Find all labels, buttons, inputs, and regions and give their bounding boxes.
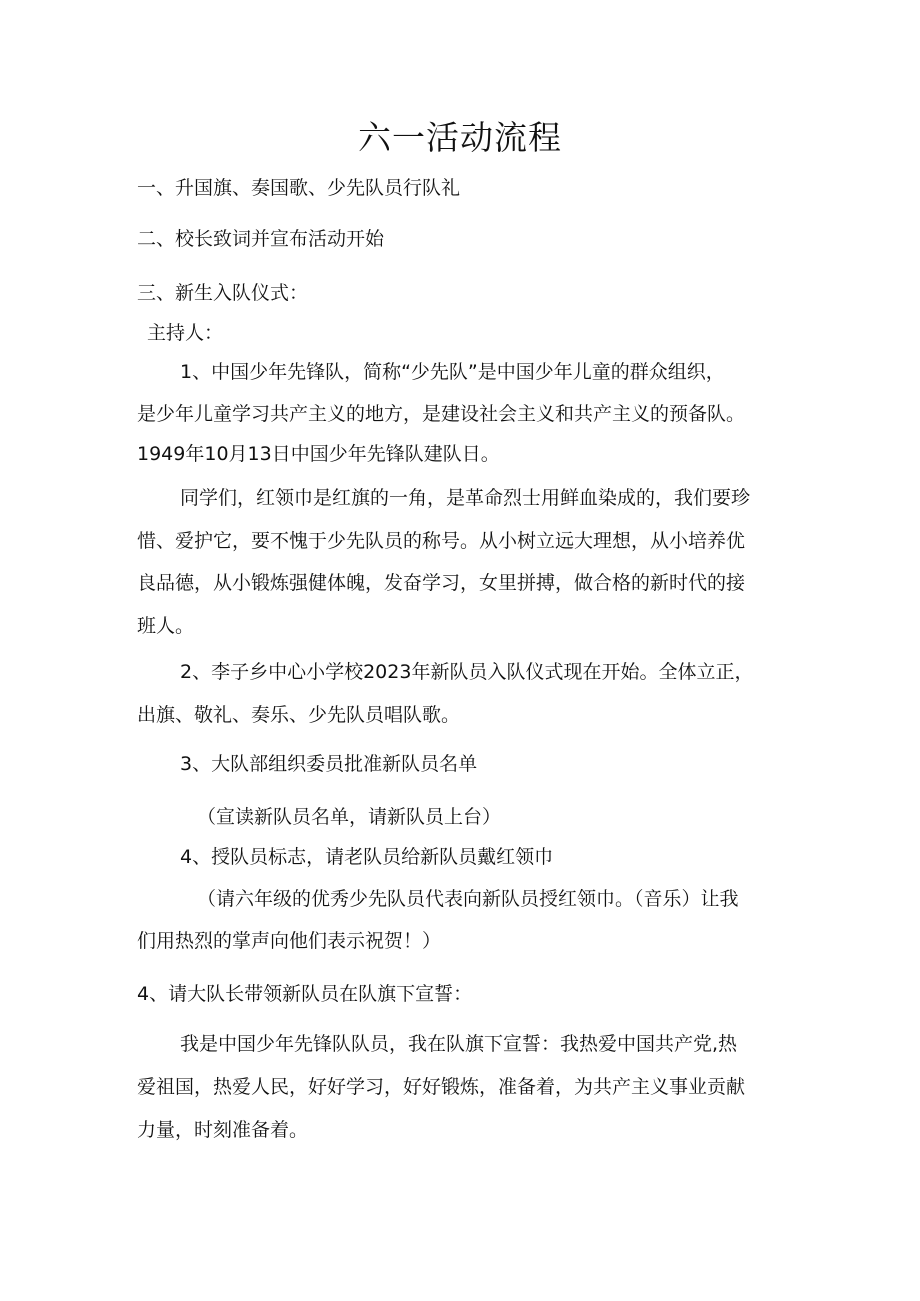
paragraph-line: （请六年级的优秀少先队员代表向新队员授红领巾。（音乐）让我	[197, 888, 739, 910]
paragraph-line: 爱祖国，热爱人民，好好学习，好好锻炼，准备着，为共产主义事业贡献	[137, 1076, 746, 1098]
paragraph-line: 4、授队员标志，请老队员给新队员戴红领巾	[180, 846, 554, 868]
document-title: 六一活动流程	[358, 118, 562, 157]
paragraph-line: 同学们，红领巾是红旗的一角，是革命烈士用鲜血染成的，我们要珍	[180, 487, 751, 509]
paragraph-line: 3、大队部组织委员批准新队员名单	[180, 753, 478, 775]
paragraph-line: 4、请大队长带领新队员在队旗下宣誓：	[137, 983, 473, 1005]
paragraph-line: 们用热烈的掌声向他们表示祝贺！）	[137, 930, 442, 952]
paragraph-line: 主持人：	[147, 322, 224, 344]
paragraph-line: 我是中国少年先锋队队员，我在队旗下宣誓：我热爱中国共产党,热	[180, 1033, 738, 1055]
paragraph-line: 良品德，从小锻炼强健体魄，发奋学习，女里拼搏，做合格的新时代的接	[137, 572, 746, 594]
paragraph-line: 1949年10月13日中国少年先锋队建队日。	[137, 443, 500, 465]
paragraph-line: 2、李子乡中心小学校2023年新队员入队仪式现在开始。全体立正，	[180, 661, 754, 683]
paragraph-line: （宣读新队员名单，请新队员上台）	[197, 806, 502, 828]
paragraph-line: 力量，时刻准备着。	[137, 1119, 309, 1141]
paragraph-line: 班人。	[137, 615, 195, 637]
paragraph-line: 1、中国少年先锋队，简称“少先队”是中国少年儿童的群众组织，	[180, 361, 725, 383]
paragraph-line: 三、新生入队仪式：	[137, 282, 309, 304]
paragraph-line: 是少年儿童学习共产主义的地方，是建设社会主义和共产主义的预备队。	[137, 403, 746, 425]
paragraph-line: 一、升国旗、奏国歌、少先队员行队礼	[137, 177, 461, 199]
paragraph-line: 出旗、敬礼、奏乐、少先队员唱队歌。	[137, 704, 461, 726]
paragraph-line: 惜、爱护它，要不愧于少先队员的称号。从小树立远大理想，从小培养优	[137, 530, 746, 552]
paragraph-line: 二、校长致词并宣布活动开始	[137, 228, 385, 250]
